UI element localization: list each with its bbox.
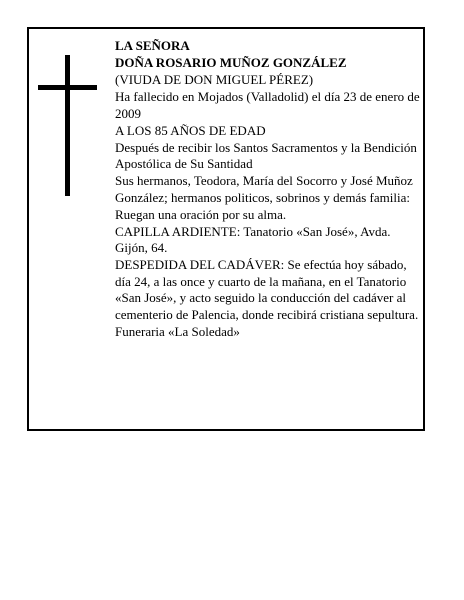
prayer-request: Ruegan una oración por su alma.	[115, 206, 287, 222]
death-notice: Ha fallecido en Mojados (Valladolid) el día 23 de enero de 2009	[115, 89, 420, 121]
cross-vertical-bar	[65, 55, 70, 196]
obituary-text	[115, 38, 421, 341]
age-at-death: A LOS 85 AÑOS DE EDAD	[115, 122, 266, 138]
funeral-home: Funeraria «La Soledad»	[115, 323, 240, 339]
widow-of: (VIUDA DE DON MIGUEL PÉREZ)	[115, 72, 314, 87]
deceased-name: DOÑA ROSARIO MUÑOZ GONZÁLEZ	[115, 55, 347, 70]
obituary-title: LA SEÑORA	[115, 38, 190, 53]
chapel-location: CAPILLA ARDIENTE: Tanatorio «San José», Avda. Gijón, 64.	[115, 223, 391, 255]
sacraments-note: Después de recibir los Santos Sacramentos y la Bendición Apostólica de Su Santidad	[115, 139, 417, 171]
farewell-details: DESPEDIDA DEL CADÁVER: Se efectúa hoy sábado, día 24, a las once y cuarto de la mañana, en el Tanatorio «San José», y acto seguido la conducción del cadáver al cementerio de Palencia, donde recibirá cristiana sepultura.	[115, 257, 419, 322]
family-mourners: Sus hermanos, Teodora, María del Socorro y José Muñoz González; hermanos politicos, sobrinos y demás familia:	[115, 173, 413, 205]
cross-horizontal-bar	[38, 85, 97, 90]
